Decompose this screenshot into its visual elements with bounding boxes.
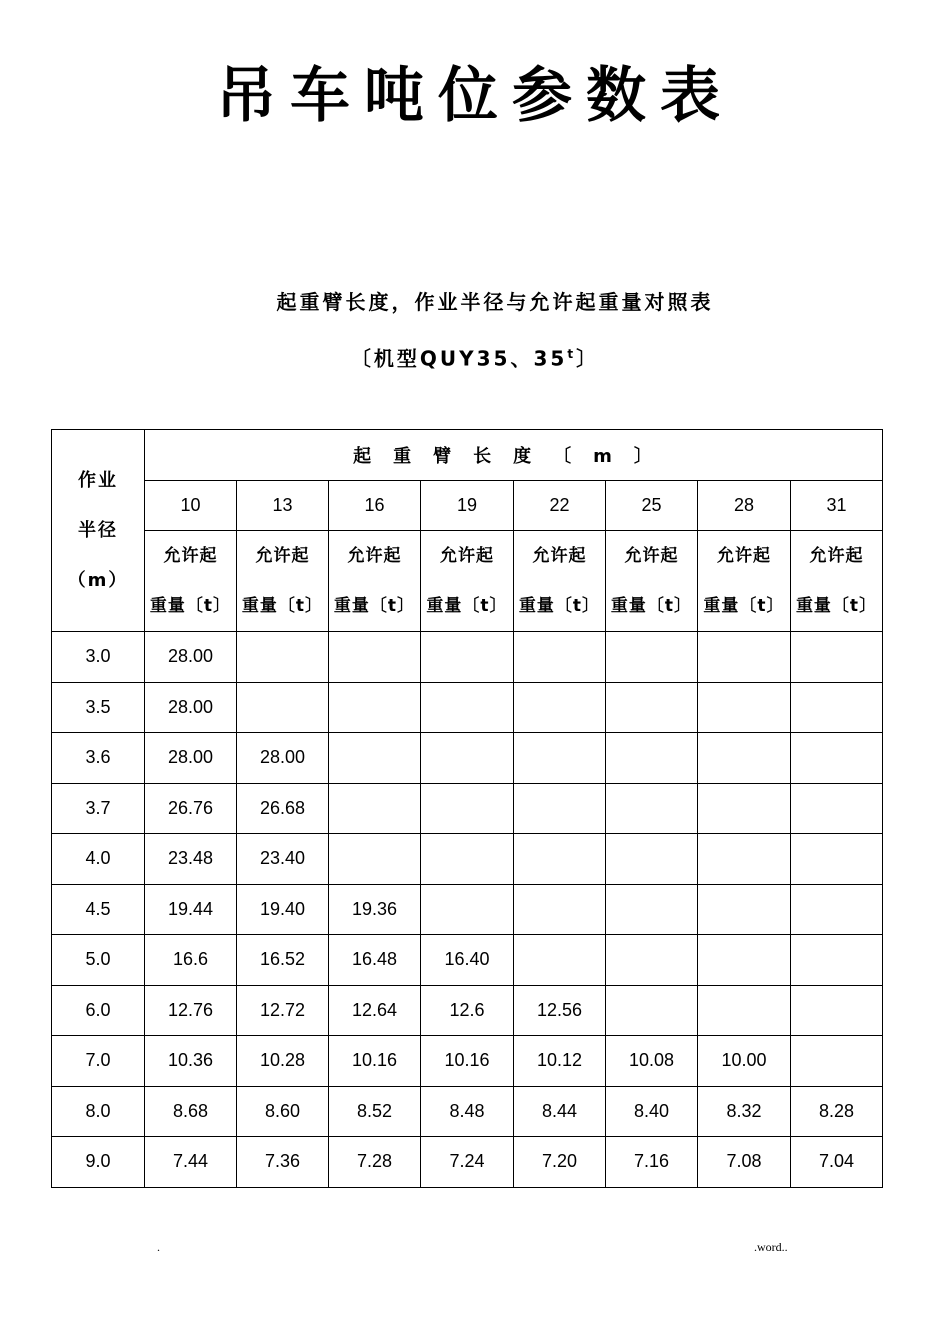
radius-cell: 8.0 xyxy=(52,1086,145,1137)
unit-line-2: 重量〔t〕 xyxy=(518,596,601,616)
boom-length-cell: 22 xyxy=(514,480,606,531)
radius-cell: 3.5 xyxy=(52,682,145,733)
load-value-cell xyxy=(791,1036,883,1087)
load-value-cell: 7.04 xyxy=(791,1137,883,1188)
load-value-cell xyxy=(329,733,421,784)
radius-cell: 4.5 xyxy=(52,884,145,935)
unit-line-2: 重量〔t〕 xyxy=(703,596,785,616)
unit-line-1: 允许起 xyxy=(255,546,310,566)
load-value-cell: 16.52 xyxy=(237,935,329,986)
load-value-cell xyxy=(606,783,698,834)
table-row xyxy=(52,884,883,935)
radius-cell: 4.0 xyxy=(52,834,145,885)
load-value-cell xyxy=(329,682,421,733)
table-row xyxy=(52,733,883,784)
load-value-cell xyxy=(421,682,514,733)
load-value-cell: 23.40 xyxy=(237,834,329,885)
load-value-cell xyxy=(421,884,514,935)
load-value-cell: 19.44 xyxy=(145,884,237,935)
unit-line-2: 重量〔t〕 xyxy=(426,596,508,616)
load-value-cell xyxy=(421,632,514,683)
load-value-cell xyxy=(329,632,421,683)
load-value-cell: 8.68 xyxy=(145,1086,237,1137)
boom-length-cell: 25 xyxy=(606,480,698,531)
boom-length-cell: 13 xyxy=(237,480,329,531)
radius-cell: 3.7 xyxy=(52,783,145,834)
load-value-cell xyxy=(606,682,698,733)
load-value-cell: 10.16 xyxy=(421,1036,514,1087)
table-row xyxy=(52,935,883,986)
load-value-cell xyxy=(329,834,421,885)
load-value-cell xyxy=(514,632,606,683)
table-row xyxy=(52,632,883,683)
unit-line-1: 允许起 xyxy=(347,546,402,566)
load-value-cell xyxy=(514,733,606,784)
radius-cell: 3.0 xyxy=(52,632,145,683)
load-value-cell xyxy=(698,783,791,834)
load-value-cell xyxy=(791,884,883,935)
load-value-cell: 16.48 xyxy=(329,935,421,986)
load-value-cell: 7.36 xyxy=(237,1137,329,1188)
load-value-cell: 28.00 xyxy=(145,682,237,733)
load-value-cell: 8.28 xyxy=(791,1086,883,1137)
table-row xyxy=(52,834,883,885)
boom-length-cell: 19 xyxy=(421,480,514,531)
load-value-cell xyxy=(514,834,606,885)
boom-length-cell: 31 xyxy=(791,480,883,531)
load-value-cell xyxy=(791,783,883,834)
load-value-cell xyxy=(698,834,791,885)
unit-line-2: 重量〔t〕 xyxy=(149,596,232,616)
load-value-cell: 7.44 xyxy=(145,1137,237,1188)
unit-line-2: 重量〔t〕 xyxy=(610,596,693,616)
allowable-load-header xyxy=(698,531,791,632)
boom-length-cell: 28 xyxy=(698,480,791,531)
load-value-cell xyxy=(698,632,791,683)
allowable-load-header xyxy=(237,531,329,632)
load-value-cell: 7.16 xyxy=(606,1137,698,1188)
radius-cell: 5.0 xyxy=(52,935,145,986)
load-value-cell: 8.40 xyxy=(606,1086,698,1137)
working-radius-header xyxy=(52,430,145,632)
table-row xyxy=(52,985,883,1036)
load-value-cell xyxy=(698,682,791,733)
load-value-cell: 28.00 xyxy=(145,733,237,784)
load-value-cell: 7.24 xyxy=(421,1137,514,1188)
load-value-cell: 10.08 xyxy=(606,1036,698,1087)
unit-line-1: 允许起 xyxy=(809,546,864,566)
model-line-superscript: t xyxy=(567,347,577,361)
unit-line-1: 允许起 xyxy=(532,546,587,566)
load-value-cell: 7.08 xyxy=(698,1137,791,1188)
load-value-cell: 28.00 xyxy=(145,632,237,683)
load-value-cell: 19.40 xyxy=(237,884,329,935)
load-value-cell xyxy=(421,783,514,834)
load-value-cell xyxy=(421,834,514,885)
load-value-cell xyxy=(791,935,883,986)
load-value-cell xyxy=(791,632,883,683)
unit-line-2: 重量〔t〕 xyxy=(795,596,878,616)
load-value-cell xyxy=(791,834,883,885)
boom-length-group-header: 起重臂长度〔m〕 xyxy=(145,430,883,481)
load-value-cell xyxy=(606,985,698,1036)
model-line xyxy=(0,340,950,373)
load-value-cell: 12.6 xyxy=(421,985,514,1036)
load-value-cell xyxy=(606,884,698,935)
radius-cell: 6.0 xyxy=(52,985,145,1036)
load-value-cell: 28.00 xyxy=(237,733,329,784)
allowable-load-header xyxy=(145,531,237,632)
unit-line-1: 允许起 xyxy=(163,546,218,566)
load-value-cell xyxy=(698,935,791,986)
unit-line-1: 允许起 xyxy=(624,546,679,566)
load-value-cell: 16.40 xyxy=(421,935,514,986)
load-value-cell xyxy=(606,632,698,683)
table-row xyxy=(52,783,883,834)
allowable-load-header xyxy=(791,531,883,632)
load-value-cell: 23.48 xyxy=(145,834,237,885)
load-value-cell xyxy=(237,632,329,683)
load-value-cell: 10.00 xyxy=(698,1036,791,1087)
load-value-cell: 8.32 xyxy=(698,1086,791,1137)
footer-left-mark: . xyxy=(157,1240,160,1254)
corner-line: 作业 xyxy=(78,469,118,491)
load-value-cell: 8.52 xyxy=(329,1086,421,1137)
load-value-cell xyxy=(606,834,698,885)
corner-line: （m） xyxy=(67,569,129,591)
unit-line-1: 允许起 xyxy=(440,546,494,566)
load-value-cell: 10.36 xyxy=(145,1036,237,1087)
load-value-cell xyxy=(791,733,883,784)
load-value-cell: 8.48 xyxy=(421,1086,514,1137)
radius-cell: 7.0 xyxy=(52,1036,145,1087)
model-line-prefix: 〔机型QUY35、35 xyxy=(350,346,568,371)
table-subtitle: 起重臂长度，作业半径与允许起重量对照表 xyxy=(276,290,714,314)
table-row xyxy=(52,1086,883,1137)
load-value-cell: 19.36 xyxy=(329,884,421,935)
allowable-load-header xyxy=(606,531,698,632)
load-value-cell: 12.72 xyxy=(237,985,329,1036)
model-line-suffix: 〕 xyxy=(576,346,600,371)
load-chart-table xyxy=(51,429,883,1188)
load-value-cell: 12.64 xyxy=(329,985,421,1036)
load-value-cell xyxy=(606,935,698,986)
load-value-cell: 7.28 xyxy=(329,1137,421,1188)
allowable-load-header xyxy=(514,531,606,632)
radius-cell: 9.0 xyxy=(52,1137,145,1188)
load-value-cell xyxy=(514,935,606,986)
load-value-cell: 26.76 xyxy=(145,783,237,834)
load-value-cell: 7.20 xyxy=(514,1137,606,1188)
load-value-cell xyxy=(514,682,606,733)
load-value-cell xyxy=(698,733,791,784)
unit-line-1: 允许起 xyxy=(717,546,771,566)
load-value-cell xyxy=(421,733,514,784)
load-value-cell xyxy=(237,682,329,733)
header-row-boom-lengths xyxy=(52,480,883,531)
document-title: 吊车吨位参数表 xyxy=(216,61,734,131)
load-value-cell: 8.60 xyxy=(237,1086,329,1137)
load-value-cell xyxy=(606,733,698,784)
load-value-cell: 12.76 xyxy=(145,985,237,1036)
load-value-cell: 12.56 xyxy=(514,985,606,1036)
boom-length-cell: 16 xyxy=(329,480,421,531)
radius-cell: 3.6 xyxy=(52,733,145,784)
load-value-cell xyxy=(791,682,883,733)
boom-length-cell: 10 xyxy=(145,480,237,531)
header-row-group xyxy=(52,430,883,481)
load-value-cell xyxy=(329,783,421,834)
table-row xyxy=(52,1137,883,1188)
load-value-cell xyxy=(514,884,606,935)
unit-line-2: 重量〔t〕 xyxy=(333,596,416,616)
table-row xyxy=(52,682,883,733)
load-value-cell: 26.68 xyxy=(237,783,329,834)
load-value-cell xyxy=(514,783,606,834)
corner-line: 半径 xyxy=(78,519,118,541)
load-value-cell xyxy=(698,985,791,1036)
unit-line-2: 重量〔t〕 xyxy=(241,596,324,616)
load-value-cell: 8.44 xyxy=(514,1086,606,1137)
load-value-cell: 16.6 xyxy=(145,935,237,986)
load-value-cell xyxy=(698,884,791,935)
allowable-load-header xyxy=(329,531,421,632)
load-value-cell: 10.12 xyxy=(514,1036,606,1087)
load-value-cell xyxy=(791,985,883,1036)
load-value-cell: 10.16 xyxy=(329,1036,421,1087)
load-value-cell: 10.28 xyxy=(237,1036,329,1087)
table-row xyxy=(52,1036,883,1087)
footer-right-mark: .word.. xyxy=(754,1240,788,1254)
allowable-load-header xyxy=(421,531,514,632)
